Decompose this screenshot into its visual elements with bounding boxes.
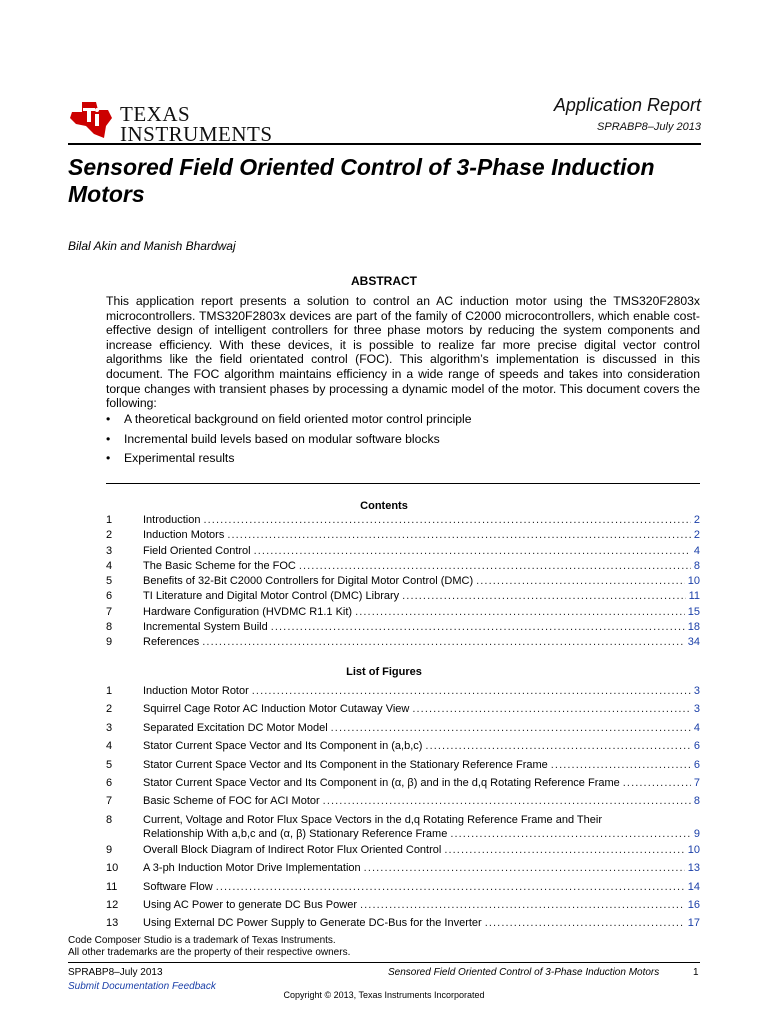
page-link[interactable]: 10 xyxy=(687,575,700,588)
toc-entry[interactable]: 7 Hardware Configuration (HVDMC R1.1 Kit) ..... 15 xyxy=(106,606,700,621)
ti-logo-icon xyxy=(68,98,116,142)
page-link[interactable]: 4 xyxy=(693,721,700,734)
footer-doc-id: SPRABP8–July 2013 xyxy=(68,967,163,978)
figure-entry[interactable]: 6 Stator Current Space Vector and Its Component in (α, β) and in the d,q Rotating Reference Frame ..... 7 xyxy=(106,777,700,795)
page-link[interactable]: 3 xyxy=(693,703,700,716)
page-link[interactable]: 9 xyxy=(693,827,700,840)
page-link[interactable]: 4 xyxy=(693,544,700,557)
page-link[interactable]: 16 xyxy=(687,898,700,911)
page-link[interactable]: 34 xyxy=(687,636,700,649)
figure-entry[interactable]: 8 Current, Voltage and Rotor Flux Space Vectors in the d,q Rotating Reference Frame and Their Relationship With a,b,c and (α, β) Stationary Reference Frame ..... 9 xyxy=(106,814,700,844)
toc-entry[interactable]: 9 References ..... 34 xyxy=(106,636,700,651)
figure-entry[interactable]: 2 Squirrel Cage Rotor AC Induction Motor Cutaway View ..... 3 xyxy=(106,703,700,721)
toc-entry[interactable]: 3 Field Oriented Control ..... 4 xyxy=(106,545,700,560)
ti-logo xyxy=(68,98,273,146)
authors: Bilal Akin and Manish Bhardwaj xyxy=(68,239,236,253)
toc-entry[interactable]: 4 The Basic Scheme for the FOC ..... 8 xyxy=(106,560,700,575)
doc-id: SPRABP8–July 2013 xyxy=(597,121,701,133)
figure-entry[interactable]: 4 Stator Current Space Vector and Its Component in (a,b,c) ..... 6 xyxy=(106,740,700,758)
submit-feedback-link[interactable]: Submit Documentation Feedback xyxy=(68,981,216,992)
copyright: Copyright © 2013, Texas Instruments Incorporated xyxy=(283,990,485,1000)
logo-text-line1: TEXAS xyxy=(120,102,191,126)
figures-list xyxy=(106,685,700,936)
toc-entry[interactable]: 8 Incremental System Build ..... 18 xyxy=(106,621,700,636)
header-rule xyxy=(68,143,701,145)
page-link[interactable]: 15 xyxy=(687,605,700,618)
figure-entry[interactable]: 10 A 3-ph Induction Motor Drive Implementation ..... 13 xyxy=(106,862,700,880)
footer-title: Sensored Field Oriented Control of 3-Phase Induction Motors xyxy=(388,967,660,978)
toc-entry[interactable]: 5 Benefits of 32-Bit C2000 Controllers for Digital Motor Control (DMC) ..... 10 xyxy=(106,575,700,590)
figure-entry[interactable]: 13 Using External DC Power Supply to Generate DC-Bus for the Inverter ..... 17 xyxy=(106,917,700,935)
figure-entry[interactable]: 1 Induction Motor Rotor ..... 3 xyxy=(106,685,700,703)
bullet-dot: • xyxy=(106,431,111,446)
page-link[interactable]: 8 xyxy=(693,559,700,572)
page-link[interactable]: 8 xyxy=(693,795,700,808)
bullet-dot: • xyxy=(106,451,111,465)
page-link[interactable]: 18 xyxy=(687,621,700,634)
page-link[interactable]: 3 xyxy=(693,685,700,697)
page-link[interactable]: 7 xyxy=(693,776,700,789)
figure-entry[interactable]: 5 Stator Current Space Vector and Its Component in the Stationary Reference Frame ..... 6 xyxy=(106,759,700,777)
page-link[interactable]: 11 xyxy=(688,590,700,603)
abstract-heading: ABSTRACT xyxy=(351,274,417,288)
page-link[interactable]: 2 xyxy=(693,529,700,542)
page-link[interactable]: 17 xyxy=(687,917,700,930)
section-rule xyxy=(106,483,700,484)
trademark-footnote: Code Composer Studio is a trademark of Texas Instruments. All other trademarks are the property of their respective owners. xyxy=(68,935,351,958)
report-type: Application Report xyxy=(553,95,701,115)
figure-entry[interactable]: 12 Using AC Power to generate DC Bus Power ..... 16 xyxy=(106,899,700,917)
figure-entry[interactable]: 9 Overall Block Diagram of Indirect Rotor Flux Oriented Control ..... 10 xyxy=(106,844,700,862)
toc-entry[interactable]: 2 Induction Motors ..... 2 xyxy=(106,529,700,544)
page-link[interactable]: 14 xyxy=(687,880,700,893)
page-link[interactable]: 2 xyxy=(693,514,700,526)
page-link[interactable]: 6 xyxy=(693,758,700,771)
page-number: 1 xyxy=(693,967,699,978)
footer-rule xyxy=(68,962,700,963)
figure-entry[interactable]: 11 Software Flow ..... 14 xyxy=(106,881,700,899)
page-link[interactable]: 13 xyxy=(687,862,700,875)
logo-text-line2: INSTRUMENTS xyxy=(120,122,273,146)
figure-entry[interactable]: 7 Basic Scheme of FOC for ACI Motor ..... 8 xyxy=(106,795,700,813)
figure-entry[interactable]: 3 Separated Excitation DC Motor Model ..... 4 xyxy=(106,722,700,740)
contents-list xyxy=(106,514,700,652)
abstract-body: This application report presents a solution to control an AC induction motor using the TMS320F2803x microcontrollers. TMS320F2803x devices are part of the family of C2000 microcontrollers, which enable cost-effective design of intelligent controllers for three phase motors by reducing the system components and increase efficiency. With these devices, it is possible to realize far more precise digital vector control algorithms like the field orientated control (FOC). This algorithm’s implementation is discussed in this document. The FOC algorithm maintains efficiency in a wide range of speeds and takes into consideration torque changes with transient phases by processing a dynamic model of the motor. This document covers the following: xyxy=(106,294,700,411)
figures-heading: List of Figures xyxy=(346,666,422,678)
page-link[interactable]: 6 xyxy=(693,740,700,753)
toc-entry[interactable]: 6 TI Literature and Digital Motor Control (DMC) Library ..... 11 xyxy=(106,590,700,605)
toc-entry[interactable]: 1 Introduction ..... 2 xyxy=(106,514,700,529)
contents-heading: Contents xyxy=(360,500,408,512)
bullet-dot: • xyxy=(106,412,111,426)
page-title: Sensored Field Oriented Control of 3-Phase Induction Motors xyxy=(68,154,655,207)
page-link[interactable]: 10 xyxy=(687,843,700,856)
